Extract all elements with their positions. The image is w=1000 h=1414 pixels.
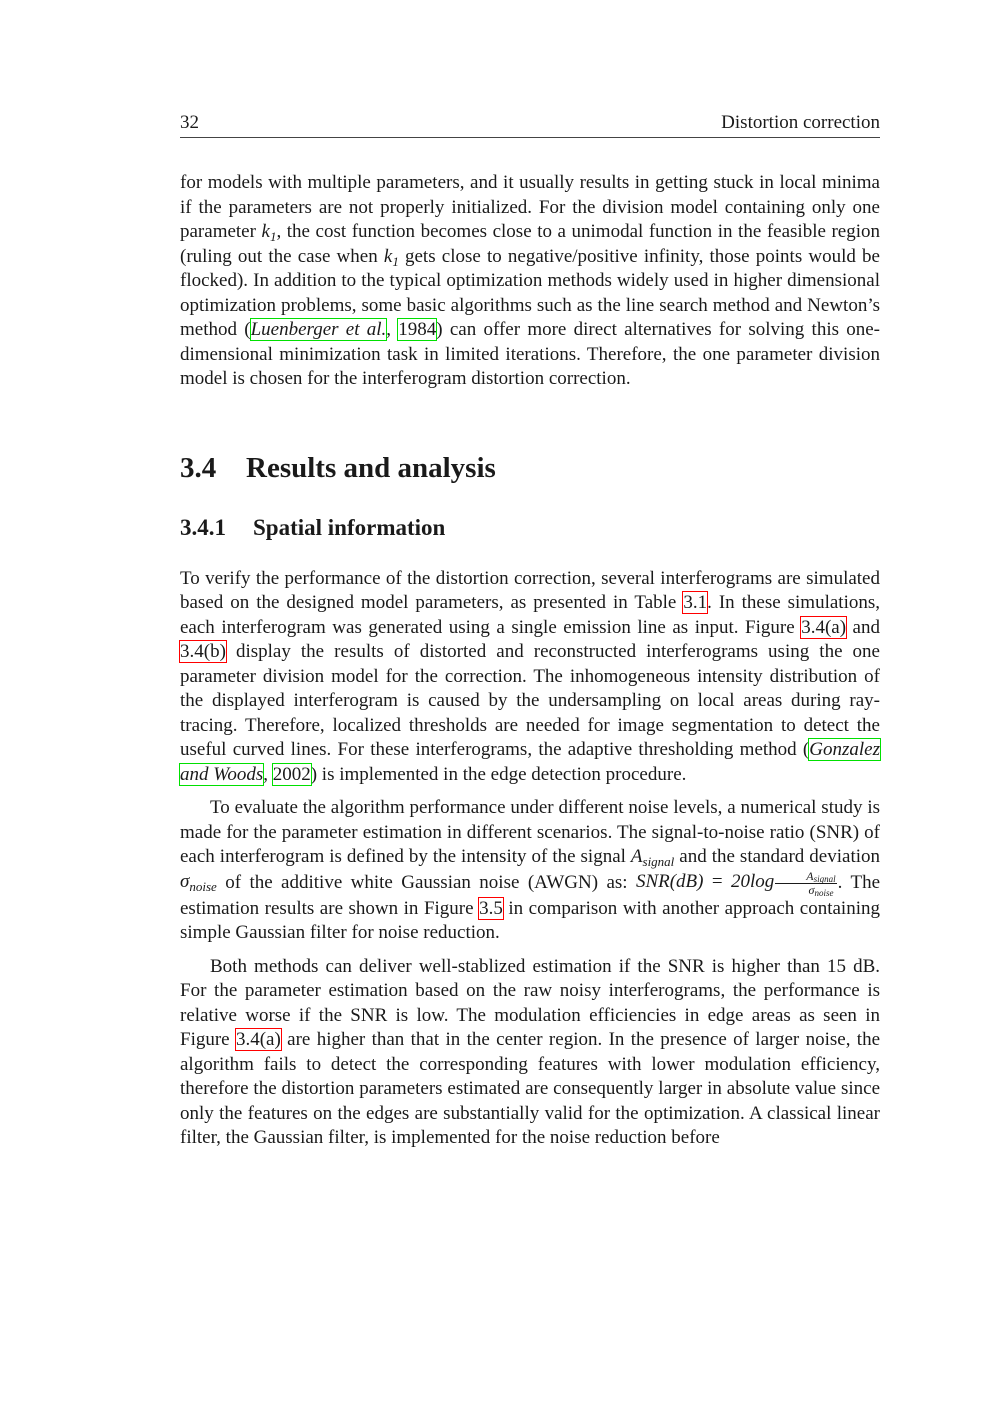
page-content <box>180 112 880 1151</box>
text-run: and the standard deviation <box>674 846 880 867</box>
paragraph-noise-study <box>180 796 880 946</box>
subsection-number: 3.4.1 <box>180 514 226 540</box>
math-sigma-noise: $\sigma_{noise}$ <box>180 871 217 895</box>
text-run: . In these simulations, each interferogram was generated using a single emission line as input. Figure <box>180 592 881 638</box>
citation-luenberger-year-link[interactable]: 1984 <box>398 319 437 340</box>
section-title: Results and analysis <box>246 451 496 484</box>
figure-ref-link[interactable]: 3.4(b) <box>180 641 226 662</box>
citation-gonzalez-year-link[interactable]: 2002 <box>272 763 311 785</box>
section-number: 3.4 <box>180 451 217 484</box>
text-run: display the results of distorted and reconstructed interferograms using the one parameter division model for the correction. The inhomogeneous intensity distribution of the displayed interferogram is caused by the undersampling on local areas during ray-tracing. Therefore, localized thresholds are needed for image segmentation to detect the useful curved lines. For these interferograms, the adaptive thresholding method ( <box>180 641 880 760</box>
text-run: gets close to negative/positive infinity, those points would be flocked). In addition to the typical optimization methods widely used in higher dimensional optimization problems, some basic algorithms such as the line search method and Newton’s method ( <box>180 245 880 340</box>
text-run: of the additive white Gaussian noise (AWGN) as: <box>216 871 636 893</box>
text-run: To verify the performance of the distortion correction, several interferograms are simulated based on the designed model parameters, as presented in Table <box>180 567 880 613</box>
paragraph-division-model <box>180 171 880 392</box>
math-k1: $k_1$ <box>261 221 277 244</box>
math-k1: $k_1$ <box>383 245 399 269</box>
text-run: To evaluate the algorithm performance under different noise levels, a numerical study is made for the parameter estimation in different scenarios. The signal-to-noise ratio (SNR) of each interferogram is defined by the intensity of the signal <box>180 797 880 867</box>
figure-ref-link[interactable]: 3.5 <box>479 897 503 919</box>
subsection-heading <box>180 514 880 542</box>
figure-ref-link[interactable]: 3.4(a) <box>801 616 847 638</box>
math-a-signal: $A_{signal}$ <box>630 846 675 869</box>
chapter-title: Distortion correction <box>721 112 880 133</box>
text-run: for models with multiple parameters, and it usually results in getting stuck in local minima if the parameters are not properly initialized. For the division model containing only one parameter <box>180 172 880 242</box>
snr-equation: SNR(dB) = 20log $\frac{A_{signal}}{\sigma_{noise}}$ <box>635 868 836 898</box>
citation-separator: , <box>386 319 399 340</box>
paragraph-methods-comparison <box>180 955 880 1151</box>
text-run: in comparison with another approach containing simple Gaussian filter for noise reduction. <box>180 897 880 943</box>
figure-ref-link[interactable]: 3.4(a) <box>235 1029 281 1050</box>
text-run: ) can offer more direct alternatives for solving this one-dimensional minimization task in limited iterations. Therefore, the one parameter division model is chosen for the interferogram distortion correction. <box>180 319 880 389</box>
subsection-title: Spatial information <box>253 514 446 540</box>
text-run: and <box>846 616 880 638</box>
text-run: , the cost function becomes close to a unimodal function in the feasible region (ruling out the case when <box>180 221 880 267</box>
text-run: are higher than that in the center region. In the presence of larger noise, the algorithm fails to detect the corresponding features with lower modulation efficiency, therefore the distortion parameters estimated are consequently larger in absolute value since only the features on the edges are substantially valid for the optimization. A classical linear filter, the Gaussian filter, is implemented for the noise reduction before <box>180 1029 881 1148</box>
table-ref-link[interactable]: 3.1 <box>683 592 708 613</box>
text-run: Both methods can deliver well-stablized estimation if the SNR is higher than 15 dB. For the parameter estimation based on the raw noisy interferograms, the performance is relative worse if the SNR is low. The modulation efficiencies in edge areas as seen in Figure <box>180 955 880 1050</box>
paragraph-spatial-verification <box>180 567 880 788</box>
citation-gonzalez-author-link[interactable]: Gonzalez and Woods <box>180 739 880 785</box>
text-run: . The estimation results are shown in Figure <box>180 871 880 919</box>
snr-fraction: $\frac{A_{signal}}{\sigma_{noise}}$ <box>775 870 836 897</box>
text-run: ) is implemented in the edge detection procedure. <box>310 763 687 785</box>
section-heading <box>180 451 880 485</box>
citation-separator: , <box>263 763 273 785</box>
page-number: 32 <box>180 112 199 133</box>
running-header <box>180 112 880 138</box>
citation-luenberger-author-link[interactable]: Luenberger et al. <box>250 319 387 340</box>
